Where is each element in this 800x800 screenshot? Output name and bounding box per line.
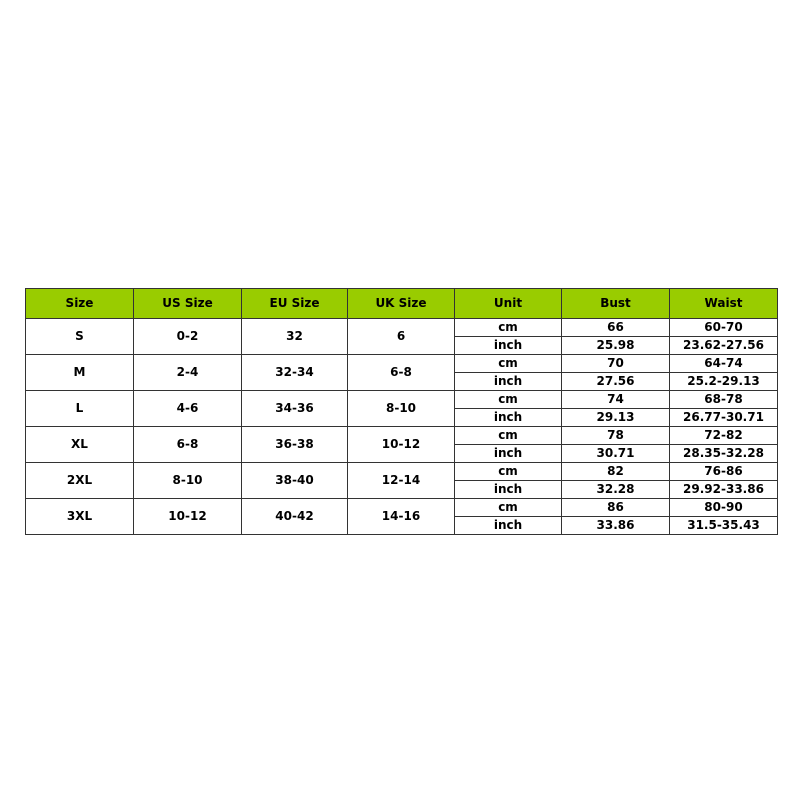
table-row bbox=[26, 355, 778, 373]
unit-cell: inch bbox=[455, 481, 562, 499]
unit-cell: cm bbox=[455, 463, 562, 481]
unit-cell: inch bbox=[455, 373, 562, 391]
waist-cell: 28.35-32.28 bbox=[670, 445, 778, 463]
us-size-cell: 6-8 bbox=[134, 427, 242, 463]
us-size-cell: 10-12 bbox=[134, 499, 242, 535]
unit-cell: cm bbox=[455, 391, 562, 409]
bust-cell: 27.56 bbox=[562, 373, 670, 391]
bust-cell: 25.98 bbox=[562, 337, 670, 355]
unit-cell: cm bbox=[455, 355, 562, 373]
table-body bbox=[26, 319, 778, 535]
waist-cell: 64-74 bbox=[670, 355, 778, 373]
size-cell: 3XL bbox=[26, 499, 134, 535]
waist-cell: 60-70 bbox=[670, 319, 778, 337]
uk-size-cell: 12-14 bbox=[348, 463, 455, 499]
bust-cell: 78 bbox=[562, 427, 670, 445]
uk-size-cell: 6 bbox=[348, 319, 455, 355]
size-cell: M bbox=[26, 355, 134, 391]
size-chart-table bbox=[25, 288, 778, 535]
table-row bbox=[26, 499, 778, 517]
column-header-uk-size: UK Size bbox=[348, 289, 455, 319]
table-row bbox=[26, 319, 778, 337]
column-header-unit: Unit bbox=[455, 289, 562, 319]
column-header-waist: Waist bbox=[670, 289, 778, 319]
unit-cell: cm bbox=[455, 319, 562, 337]
bust-cell: 66 bbox=[562, 319, 670, 337]
uk-size-cell: 10-12 bbox=[348, 427, 455, 463]
eu-size-cell: 34-36 bbox=[242, 391, 348, 427]
column-header-size: Size bbox=[26, 289, 134, 319]
column-header-us-size: US Size bbox=[134, 289, 242, 319]
size-cell: XL bbox=[26, 427, 134, 463]
bust-cell: 29.13 bbox=[562, 409, 670, 427]
table-row bbox=[26, 463, 778, 481]
uk-size-cell: 6-8 bbox=[348, 355, 455, 391]
size-cell: 2XL bbox=[26, 463, 134, 499]
us-size-cell: 8-10 bbox=[134, 463, 242, 499]
table-row bbox=[26, 391, 778, 409]
eu-size-cell: 32-34 bbox=[242, 355, 348, 391]
waist-cell: 76-86 bbox=[670, 463, 778, 481]
waist-cell: 23.62-27.56 bbox=[670, 337, 778, 355]
waist-cell: 31.5-35.43 bbox=[670, 517, 778, 535]
bust-cell: 86 bbox=[562, 499, 670, 517]
eu-size-cell: 32 bbox=[242, 319, 348, 355]
unit-cell: cm bbox=[455, 499, 562, 517]
table-header bbox=[26, 289, 778, 319]
waist-cell: 72-82 bbox=[670, 427, 778, 445]
column-header-eu-size: EU Size bbox=[242, 289, 348, 319]
table-row bbox=[26, 427, 778, 445]
eu-size-cell: 36-38 bbox=[242, 427, 348, 463]
waist-cell: 29.92-33.86 bbox=[670, 481, 778, 499]
bust-cell: 33.86 bbox=[562, 517, 670, 535]
bust-cell: 30.71 bbox=[562, 445, 670, 463]
bust-cell: 32.28 bbox=[562, 481, 670, 499]
waist-cell: 26.77-30.71 bbox=[670, 409, 778, 427]
waist-cell: 68-78 bbox=[670, 391, 778, 409]
us-size-cell: 2-4 bbox=[134, 355, 242, 391]
eu-size-cell: 40-42 bbox=[242, 499, 348, 535]
us-size-cell: 4-6 bbox=[134, 391, 242, 427]
unit-cell: inch bbox=[455, 517, 562, 535]
unit-cell: inch bbox=[455, 409, 562, 427]
uk-size-cell: 8-10 bbox=[348, 391, 455, 427]
unit-cell: inch bbox=[455, 337, 562, 355]
bust-cell: 74 bbox=[562, 391, 670, 409]
waist-cell: 80-90 bbox=[670, 499, 778, 517]
bust-cell: 70 bbox=[562, 355, 670, 373]
header-row bbox=[26, 289, 778, 319]
waist-cell: 25.2-29.13 bbox=[670, 373, 778, 391]
us-size-cell: 0-2 bbox=[134, 319, 242, 355]
bust-cell: 82 bbox=[562, 463, 670, 481]
unit-cell: cm bbox=[455, 427, 562, 445]
size-cell: L bbox=[26, 391, 134, 427]
size-cell: S bbox=[26, 319, 134, 355]
uk-size-cell: 14-16 bbox=[348, 499, 455, 535]
column-header-bust: Bust bbox=[562, 289, 670, 319]
unit-cell: inch bbox=[455, 445, 562, 463]
eu-size-cell: 38-40 bbox=[242, 463, 348, 499]
